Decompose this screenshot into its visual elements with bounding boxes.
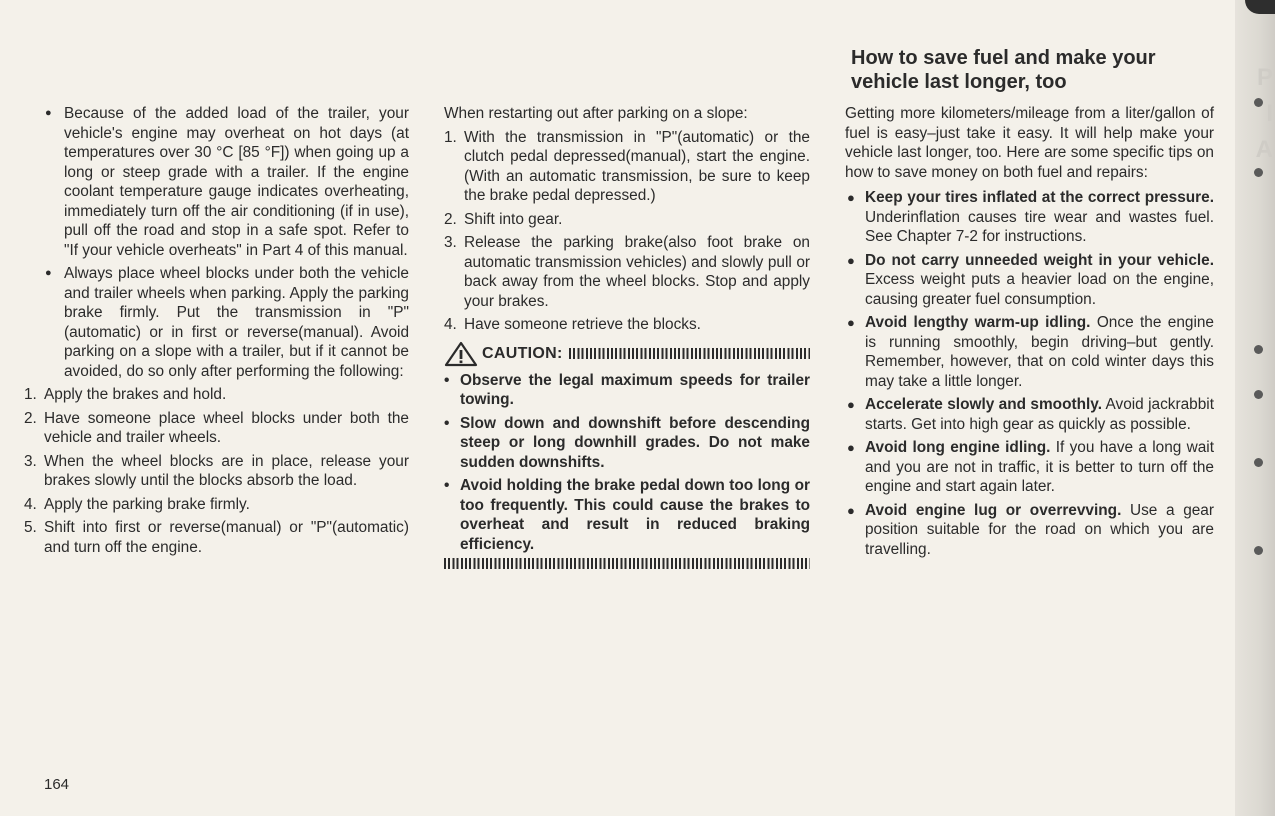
step-number: 5. <box>24 519 37 536</box>
list-item: ● Because of the added load of the trailer, your vehicle's engine may overheat on hot days (at temperatures over 30 °C [85 °F]) when going up a long or steep grade with a trailer. If the engine coolant temperature gauge indicates overheating, immediately turn off the air conditioning (if in use), pull off the road and stop in a safe spot. Refer to "If your vehicle overheats" in Part 4 of this manual. <box>44 104 409 260</box>
step-number: 1. <box>24 386 37 403</box>
warning-triangle-icon <box>444 341 478 367</box>
page-corner-shadow <box>1245 0 1275 14</box>
middle-column <box>444 104 810 569</box>
bleed-dot <box>1254 98 1263 107</box>
caution-end-rule <box>444 558 810 569</box>
step-number: 2. <box>444 210 457 228</box>
step-text: Have someone place wheel blocks under both the vehicle and trailer wheels. <box>44 409 409 446</box>
caution-rule <box>569 348 810 359</box>
bleed-dot <box>1254 168 1263 177</box>
tip-item <box>845 251 1214 310</box>
step-item <box>24 452 409 491</box>
caution-item: • Slow down and downshift before descending steep or long downhill grades. Do not make sudden downshifts. <box>444 414 810 473</box>
caution-label: CAUTION: <box>482 344 563 362</box>
list-item: ● Always place wheel blocks under both the vehicle and trailer wheels when parking. Apply the parking brake firmly. Put the transmission in "P"(automatic) or in first or reverse(manual). Avoid parking on a slope with a trailer, but if it cannot be avoided, do so only after performing the following: <box>44 264 409 381</box>
tip-body: Underinflation causes tire wear and wastes fuel. See Chapter 7-2 for instructions. <box>865 208 1214 245</box>
tip-title: Accelerate slowly and smoothly. <box>865 396 1102 413</box>
fuel-intro: Getting more kilometers/mileage from a liter/gallon of fuel is easy–just take it easy. It will help make your vehicle last longer, too. Here are some specific tips on how to save money on both fuel and repairs: <box>845 105 1214 181</box>
step-item <box>444 315 810 335</box>
step-item <box>24 409 409 448</box>
tip-item <box>845 395 1214 434</box>
step-item <box>24 385 409 405</box>
tip-title: Do not carry unneeded weight in your vehicle. <box>865 251 1214 269</box>
page-edge <box>1235 0 1275 816</box>
caution-item: • Avoid holding the brake pedal down too long or too frequently. This could cause the brakes to overheat and result in reduced braking efficiency. <box>444 476 810 554</box>
bleed-letter: A <box>1255 136 1273 163</box>
tip-title: Avoid lengthy warm-up idling. <box>865 314 1091 331</box>
step-text: Apply the parking brake firmly. <box>44 495 250 513</box>
caution-header <box>444 341 810 367</box>
step-text: Shift into first or reverse(manual) or "P"(automatic) and turn off the engine. <box>44 519 409 556</box>
step-number: 3. <box>24 452 37 470</box>
step-item <box>444 210 810 230</box>
tip-body: Avoid jackrabbit starts. Get into high gear as quickly as possible. <box>865 396 1215 433</box>
restart-intro: When restarting out after parking on a slope: <box>444 105 748 122</box>
tip-item <box>845 501 1214 560</box>
step-number: 3. <box>444 234 457 251</box>
tip-title: Avoid engine lug or overrevving. <box>865 501 1122 519</box>
bleed-dot <box>1254 390 1263 399</box>
bleed-dot <box>1254 345 1263 354</box>
step-item <box>24 495 409 515</box>
step-text: Apply the brakes and hold. <box>44 386 227 403</box>
tip-title: Keep your tires inflated at the correct pressure. <box>865 189 1214 206</box>
step-number: 1. <box>444 128 457 146</box>
tip-item <box>845 438 1214 497</box>
right-column <box>845 104 1214 563</box>
tip-item <box>845 313 1214 391</box>
tip-body: If you have a long wait and you are not in traffic, it is better to turn off the engine and start again later. <box>865 439 1214 495</box>
step-number: 4. <box>24 495 37 513</box>
left-column <box>24 104 409 561</box>
step-item <box>444 128 810 206</box>
tip-title: Avoid long engine idling. <box>865 439 1051 456</box>
bleed-dot <box>1254 546 1263 555</box>
page-number: 164 <box>44 776 70 793</box>
bleed-letter: P <box>1256 64 1273 91</box>
step-text: With the transmission in "P"(automatic) or the clutch pedal depressed(manual), start the engine. (With an automatic transmission, be sure to keep the brake pedal depressed.) <box>464 128 810 204</box>
tip-body: Use a gear position suitable for the road on which you are travelling. <box>865 501 1214 558</box>
bleed-dot <box>1254 458 1263 467</box>
bleed-letter: I <box>1266 100 1273 127</box>
step-text: Release the parking brake(also foot brake on automatic transmission vehicles) and slowly pull or back away from the wheel blocks. Stop and apply your brakes. <box>464 234 810 310</box>
section-heading: How to save fuel and make your vehicle last longer, too <box>851 47 1156 93</box>
step-number: 2. <box>24 409 37 427</box>
caution-item: • Observe the legal maximum speeds for trailer towing. <box>444 371 810 410</box>
tip-item <box>845 188 1214 247</box>
step-number: 4. <box>444 316 457 333</box>
step-item <box>24 518 409 557</box>
step-text: Shift into gear. <box>464 210 563 228</box>
step-item <box>444 233 810 311</box>
tip-body: Excess weight puts a heavier load on the engine, causing greater fuel consumption. <box>865 271 1214 308</box>
step-text: When the wheel blocks are in place, release your brakes slowly until the blocks absorb the load. <box>44 452 409 489</box>
tip-body: Once the engine is running smoothly, begin driving–but gently. Remember, however, that on cold winter days this may take a little longer. <box>865 314 1214 390</box>
step-text: Have someone retrieve the blocks. <box>464 316 701 333</box>
